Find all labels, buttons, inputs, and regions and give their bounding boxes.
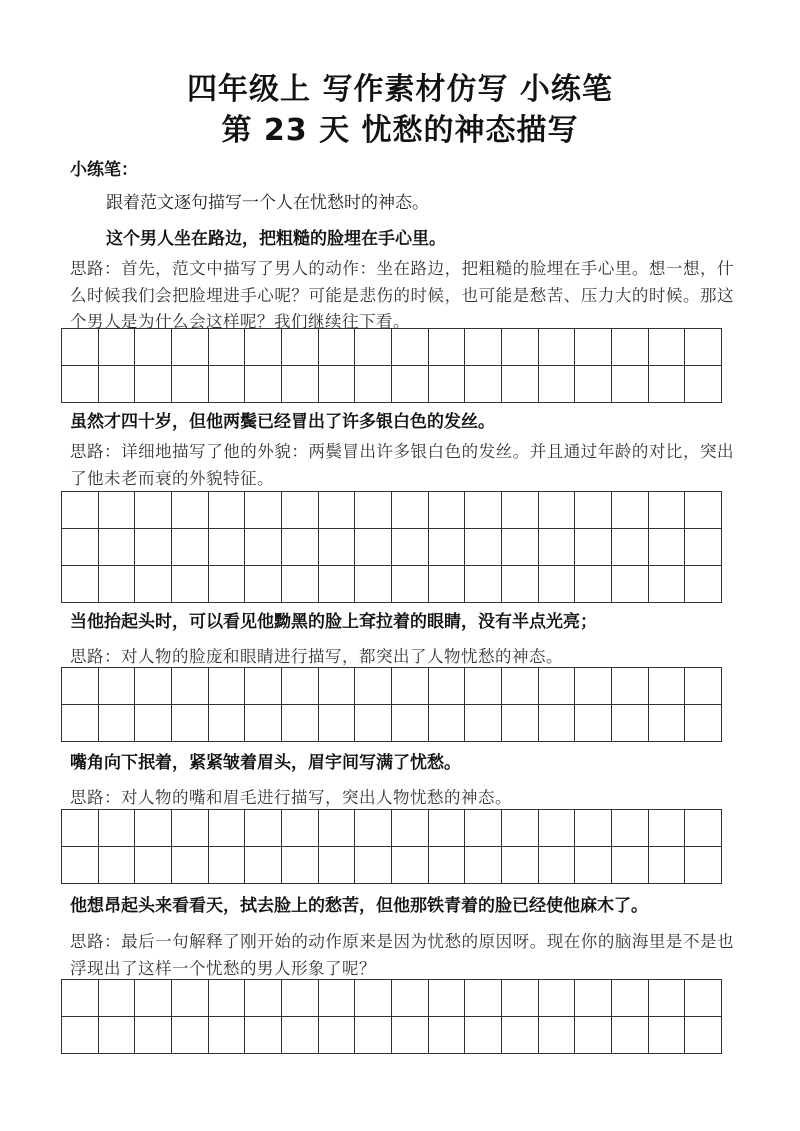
grid-cell[interactable] — [135, 668, 172, 705]
grid-cell[interactable] — [355, 566, 392, 603]
grid-cell[interactable] — [429, 980, 466, 1017]
grid-cell[interactable] — [429, 668, 466, 705]
grid-cell[interactable] — [685, 847, 722, 884]
grid-cell[interactable] — [575, 1017, 612, 1054]
grid-cell[interactable] — [649, 492, 686, 529]
grid-cell[interactable] — [245, 366, 282, 403]
grid-cell[interactable] — [245, 668, 282, 705]
grid-cell[interactable] — [612, 847, 649, 884]
grid-cell[interactable] — [99, 329, 136, 366]
grid-cell[interactable] — [575, 366, 612, 403]
grid-cell[interactable] — [429, 847, 466, 884]
exercise-1-writing-grid[interactable] — [61, 328, 722, 403]
grid-cell[interactable] — [99, 705, 136, 742]
grid-cell[interactable] — [429, 529, 466, 566]
grid-cell[interactable] — [282, 529, 319, 566]
grid-cell[interactable] — [319, 329, 356, 366]
grid-cell[interactable] — [392, 705, 429, 742]
grid-cell[interactable] — [99, 1017, 136, 1054]
grid-cell[interactable] — [392, 566, 429, 603]
grid-cell[interactable] — [99, 366, 136, 403]
grid-cell[interactable] — [172, 847, 209, 884]
grid-cell[interactable] — [172, 566, 209, 603]
grid-cell[interactable] — [245, 529, 282, 566]
grid-cell[interactable] — [355, 980, 392, 1017]
grid-cell[interactable] — [282, 980, 319, 1017]
grid-cell[interactable] — [575, 847, 612, 884]
grid-cell[interactable] — [429, 366, 466, 403]
grid-cell[interactable] — [209, 980, 246, 1017]
grid-cell[interactable] — [575, 329, 612, 366]
grid-cell[interactable] — [392, 329, 429, 366]
grid-cell[interactable] — [575, 980, 612, 1017]
grid-cell[interactable] — [465, 980, 502, 1017]
grid-cell[interactable] — [649, 529, 686, 566]
grid-cell[interactable] — [62, 810, 99, 847]
grid-cell[interactable] — [62, 1017, 99, 1054]
grid-cell[interactable] — [319, 668, 356, 705]
grid-cell[interactable] — [465, 529, 502, 566]
grid-cell[interactable] — [62, 566, 99, 603]
grid-cell[interactable] — [62, 329, 99, 366]
grid-cell[interactable] — [172, 1017, 209, 1054]
grid-cell[interactable] — [685, 705, 722, 742]
grid-cell[interactable] — [612, 566, 649, 603]
grid-cell[interactable] — [355, 1017, 392, 1054]
grid-cell[interactable] — [649, 810, 686, 847]
grid-cell[interactable] — [282, 366, 319, 403]
exercise-2-writing-grid[interactable] — [61, 491, 722, 603]
grid-cell[interactable] — [355, 847, 392, 884]
grid-cell[interactable] — [355, 329, 392, 366]
grid-cell[interactable] — [429, 810, 466, 847]
grid-cell[interactable] — [429, 329, 466, 366]
grid-cell[interactable] — [392, 980, 429, 1017]
grid-cell[interactable] — [502, 668, 539, 705]
grid-cell[interactable] — [209, 529, 246, 566]
exercise-5-hint: 思路：最后一句解释了刚开始的动作原来是因为忧愁的原因呀。现在你的脑海里是不是也浮现出了这样一个忧愁的男人形象了呢？ — [70, 932, 734, 978]
grid-cell[interactable] — [355, 668, 392, 705]
grid-cell[interactable] — [612, 366, 649, 403]
title-line-2: 第 23 天 忧愁的神态描写 — [221, 113, 579, 148]
grid-cell[interactable] — [62, 705, 99, 742]
grid-cell[interactable] — [99, 492, 136, 529]
grid-cell[interactable] — [539, 566, 576, 603]
grid-cell[interactable] — [355, 492, 392, 529]
grid-cell[interactable] — [172, 810, 209, 847]
grid-cell[interactable] — [612, 980, 649, 1017]
grid-cell[interactable] — [392, 1017, 429, 1054]
grid-cell[interactable] — [612, 1017, 649, 1054]
grid-cell[interactable] — [465, 705, 502, 742]
intro-text: 跟着范文逐句描写一个人在忧愁时的神态。 — [106, 193, 429, 213]
grid-cell[interactable] — [465, 329, 502, 366]
exercise-5-writing-grid[interactable] — [61, 979, 722, 1054]
grid-cell[interactable] — [172, 668, 209, 705]
grid-cell[interactable] — [135, 980, 172, 1017]
grid-cell[interactable] — [685, 810, 722, 847]
grid-cell[interactable] — [209, 668, 246, 705]
grid-cell[interactable] — [392, 668, 429, 705]
grid-cell[interactable] — [99, 668, 136, 705]
grid-cell[interactable] — [539, 705, 576, 742]
grid-cell[interactable] — [649, 847, 686, 884]
grid-cell[interactable] — [685, 492, 722, 529]
grid-cell[interactable] — [539, 329, 576, 366]
grid-cell[interactable] — [465, 847, 502, 884]
section-label: 小练笔： — [70, 160, 138, 180]
grid-cell[interactable] — [465, 366, 502, 403]
grid-cell[interactable] — [245, 492, 282, 529]
grid-cell[interactable] — [172, 329, 209, 366]
grid-cell[interactable] — [172, 366, 209, 403]
grid-cell[interactable] — [575, 529, 612, 566]
grid-cell[interactable] — [502, 566, 539, 603]
grid-cell[interactable] — [135, 847, 172, 884]
grid-cell[interactable] — [429, 492, 466, 529]
grid-cell[interactable] — [539, 810, 576, 847]
grid-cell[interactable] — [649, 329, 686, 366]
grid-cell[interactable] — [319, 529, 356, 566]
grid-cell[interactable] — [135, 366, 172, 403]
grid-cell[interactable] — [62, 980, 99, 1017]
grid-cell[interactable] — [429, 566, 466, 603]
grid-cell[interactable] — [172, 529, 209, 566]
grid-cell[interactable] — [575, 705, 612, 742]
grid-cell[interactable] — [282, 810, 319, 847]
grid-cell[interactable] — [685, 329, 722, 366]
grid-cell[interactable] — [465, 668, 502, 705]
grid-cell[interactable] — [612, 705, 649, 742]
grid-cell[interactable] — [355, 529, 392, 566]
grid-cell[interactable] — [245, 566, 282, 603]
grid-cell[interactable] — [62, 529, 99, 566]
grid-cell[interactable] — [392, 847, 429, 884]
grid-cell[interactable] — [502, 847, 539, 884]
grid-cell[interactable] — [502, 1017, 539, 1054]
grid-cell[interactable] — [282, 705, 319, 742]
grid-cell[interactable] — [539, 847, 576, 884]
grid-cell[interactable] — [685, 1017, 722, 1054]
grid-cell[interactable] — [99, 529, 136, 566]
grid-cell[interactable] — [575, 492, 612, 529]
grid-cell[interactable] — [282, 847, 319, 884]
grid-cell[interactable] — [319, 566, 356, 603]
grid-cell[interactable] — [539, 668, 576, 705]
grid-cell[interactable] — [62, 492, 99, 529]
grid-cell[interactable] — [135, 566, 172, 603]
grid-cell[interactable] — [392, 810, 429, 847]
grid-cell[interactable] — [539, 980, 576, 1017]
grid-cell[interactable] — [685, 366, 722, 403]
grid-cell[interactable] — [172, 980, 209, 1017]
grid-cell[interactable] — [465, 1017, 502, 1054]
grid-cell[interactable] — [612, 810, 649, 847]
grid-cell[interactable] — [685, 529, 722, 566]
grid-cell[interactable] — [135, 1017, 172, 1054]
exercise-2-sentence: 虽然才四十岁，但他两鬓已经冒出了许多银白色的发丝。 — [70, 412, 495, 432]
grid-cell[interactable] — [502, 492, 539, 529]
grid-cell[interactable] — [685, 980, 722, 1017]
exercise-4-hint: 思路：对人物的嘴和眉毛进行描写，突出人物忧愁的神态。 — [70, 788, 512, 807]
exercise-3-hint: 思路：对人物的脸庞和眼睛进行描写，都突出了人物忧愁的神态。 — [70, 647, 563, 666]
grid-cell[interactable] — [99, 980, 136, 1017]
grid-cell[interactable] — [245, 329, 282, 366]
exercise-2-hint: 思路：详细地描写了他的外貌：两鬓冒出许多银白色的发丝。并且通过年龄的对比，突出了他未老而衰的外貌特征。 — [70, 442, 734, 488]
grid-cell[interactable] — [465, 810, 502, 847]
grid-cell[interactable] — [135, 810, 172, 847]
grid-cell[interactable] — [649, 980, 686, 1017]
grid-cell[interactable] — [245, 705, 282, 742]
grid-cell[interactable] — [575, 566, 612, 603]
grid-cell[interactable] — [392, 529, 429, 566]
grid-cell[interactable] — [502, 810, 539, 847]
grid-cell[interactable] — [282, 668, 319, 705]
grid-cell[interactable] — [319, 1017, 356, 1054]
grid-cell[interactable] — [135, 705, 172, 742]
grid-cell[interactable] — [502, 529, 539, 566]
grid-cell[interactable] — [245, 1017, 282, 1054]
grid-cell[interactable] — [612, 529, 649, 566]
grid-cell[interactable] — [539, 492, 576, 529]
grid-cell[interactable] — [539, 1017, 576, 1054]
grid-cell[interactable] — [135, 329, 172, 366]
grid-cell[interactable] — [355, 366, 392, 403]
grid-cell[interactable] — [319, 366, 356, 403]
grid-cell[interactable] — [282, 1017, 319, 1054]
grid-cell[interactable] — [649, 705, 686, 742]
title-line-1: 四年级上 写作素材仿写 小练笔 — [187, 72, 613, 107]
grid-cell[interactable] — [319, 492, 356, 529]
grid-cell[interactable] — [209, 810, 246, 847]
grid-cell[interactable] — [649, 1017, 686, 1054]
grid-cell[interactable] — [62, 366, 99, 403]
grid-cell[interactable] — [245, 980, 282, 1017]
grid-cell[interactable] — [209, 705, 246, 742]
grid-cell[interactable] — [282, 492, 319, 529]
grid-cell[interactable] — [282, 566, 319, 603]
grid-cell[interactable] — [612, 668, 649, 705]
grid-cell[interactable] — [539, 529, 576, 566]
grid-cell[interactable] — [62, 847, 99, 884]
grid-cell[interactable] — [429, 1017, 466, 1054]
grid-cell[interactable] — [612, 329, 649, 366]
grid-cell[interactable] — [392, 366, 429, 403]
grid-cell[interactable] — [99, 810, 136, 847]
grid-cell[interactable] — [319, 705, 356, 742]
grid-cell[interactable] — [135, 492, 172, 529]
grid-cell[interactable] — [575, 810, 612, 847]
grid-cell[interactable] — [649, 366, 686, 403]
grid-cell[interactable] — [465, 492, 502, 529]
grid-cell[interactable] — [209, 366, 246, 403]
grid-cell[interactable] — [172, 705, 209, 742]
grid-cell[interactable] — [502, 366, 539, 403]
grid-cell[interactable] — [502, 329, 539, 366]
grid-cell[interactable] — [209, 847, 246, 884]
grid-cell[interactable] — [649, 668, 686, 705]
grid-cell[interactable] — [539, 366, 576, 403]
grid-cell[interactable] — [575, 668, 612, 705]
grid-cell[interactable] — [319, 810, 356, 847]
grid-cell[interactable] — [245, 810, 282, 847]
exercise-3-sentence: 当他抬起头时，可以看见他黝黑的脸上耷拉着的眼睛，没有半点光亮； — [70, 612, 597, 632]
grid-cell[interactable] — [209, 492, 246, 529]
exercise-1-hint: 思路：首先，范文中描写了男人的动作：坐在路边，把粗糙的脸埋在手心里。想一想，什么时候我们会把脸埋进手心呢？可能是悲伤的时候，也可能是愁苦、压力大的时候。那这个男人是为什么会这样呢？我们继续往下看。 — [70, 259, 734, 331]
grid-cell[interactable] — [502, 705, 539, 742]
grid-cell[interactable] — [99, 566, 136, 603]
grid-cell[interactable] — [502, 980, 539, 1017]
grid-cell[interactable] — [135, 529, 172, 566]
exercise-4-writing-grid[interactable] — [61, 809, 722, 884]
grid-cell[interactable] — [62, 668, 99, 705]
grid-cell[interactable] — [282, 329, 319, 366]
grid-cell[interactable] — [465, 566, 502, 603]
exercise-5-sentence: 他想昂起头来看看天，拭去脸上的愁苦，但他那铁青着的脸已经使他麻木了。 — [70, 896, 648, 916]
grid-cell[interactable] — [612, 492, 649, 529]
grid-cell[interactable] — [429, 705, 466, 742]
exercise-4-sentence: 嘴角向下抿着，紧紧皱着眉头，眉宇间写满了忧愁。 — [70, 753, 461, 773]
grid-cell[interactable] — [209, 1017, 246, 1054]
grid-cell[interactable] — [355, 810, 392, 847]
grid-cell[interactable] — [319, 847, 356, 884]
grid-cell[interactable] — [649, 566, 686, 603]
grid-cell[interactable] — [172, 492, 209, 529]
grid-cell[interactable] — [392, 492, 429, 529]
exercise-1-sentence: 这个男人坐在路边，把粗糙的脸埋在手心里。 — [106, 229, 446, 249]
grid-cell[interactable] — [319, 980, 356, 1017]
grid-cell[interactable] — [209, 566, 246, 603]
grid-cell[interactable] — [685, 668, 722, 705]
grid-cell[interactable] — [209, 329, 246, 366]
grid-cell[interactable] — [245, 847, 282, 884]
grid-cell[interactable] — [685, 566, 722, 603]
exercise-3-writing-grid[interactable] — [61, 667, 722, 742]
grid-cell[interactable] — [355, 705, 392, 742]
grid-cell[interactable] — [99, 847, 136, 884]
